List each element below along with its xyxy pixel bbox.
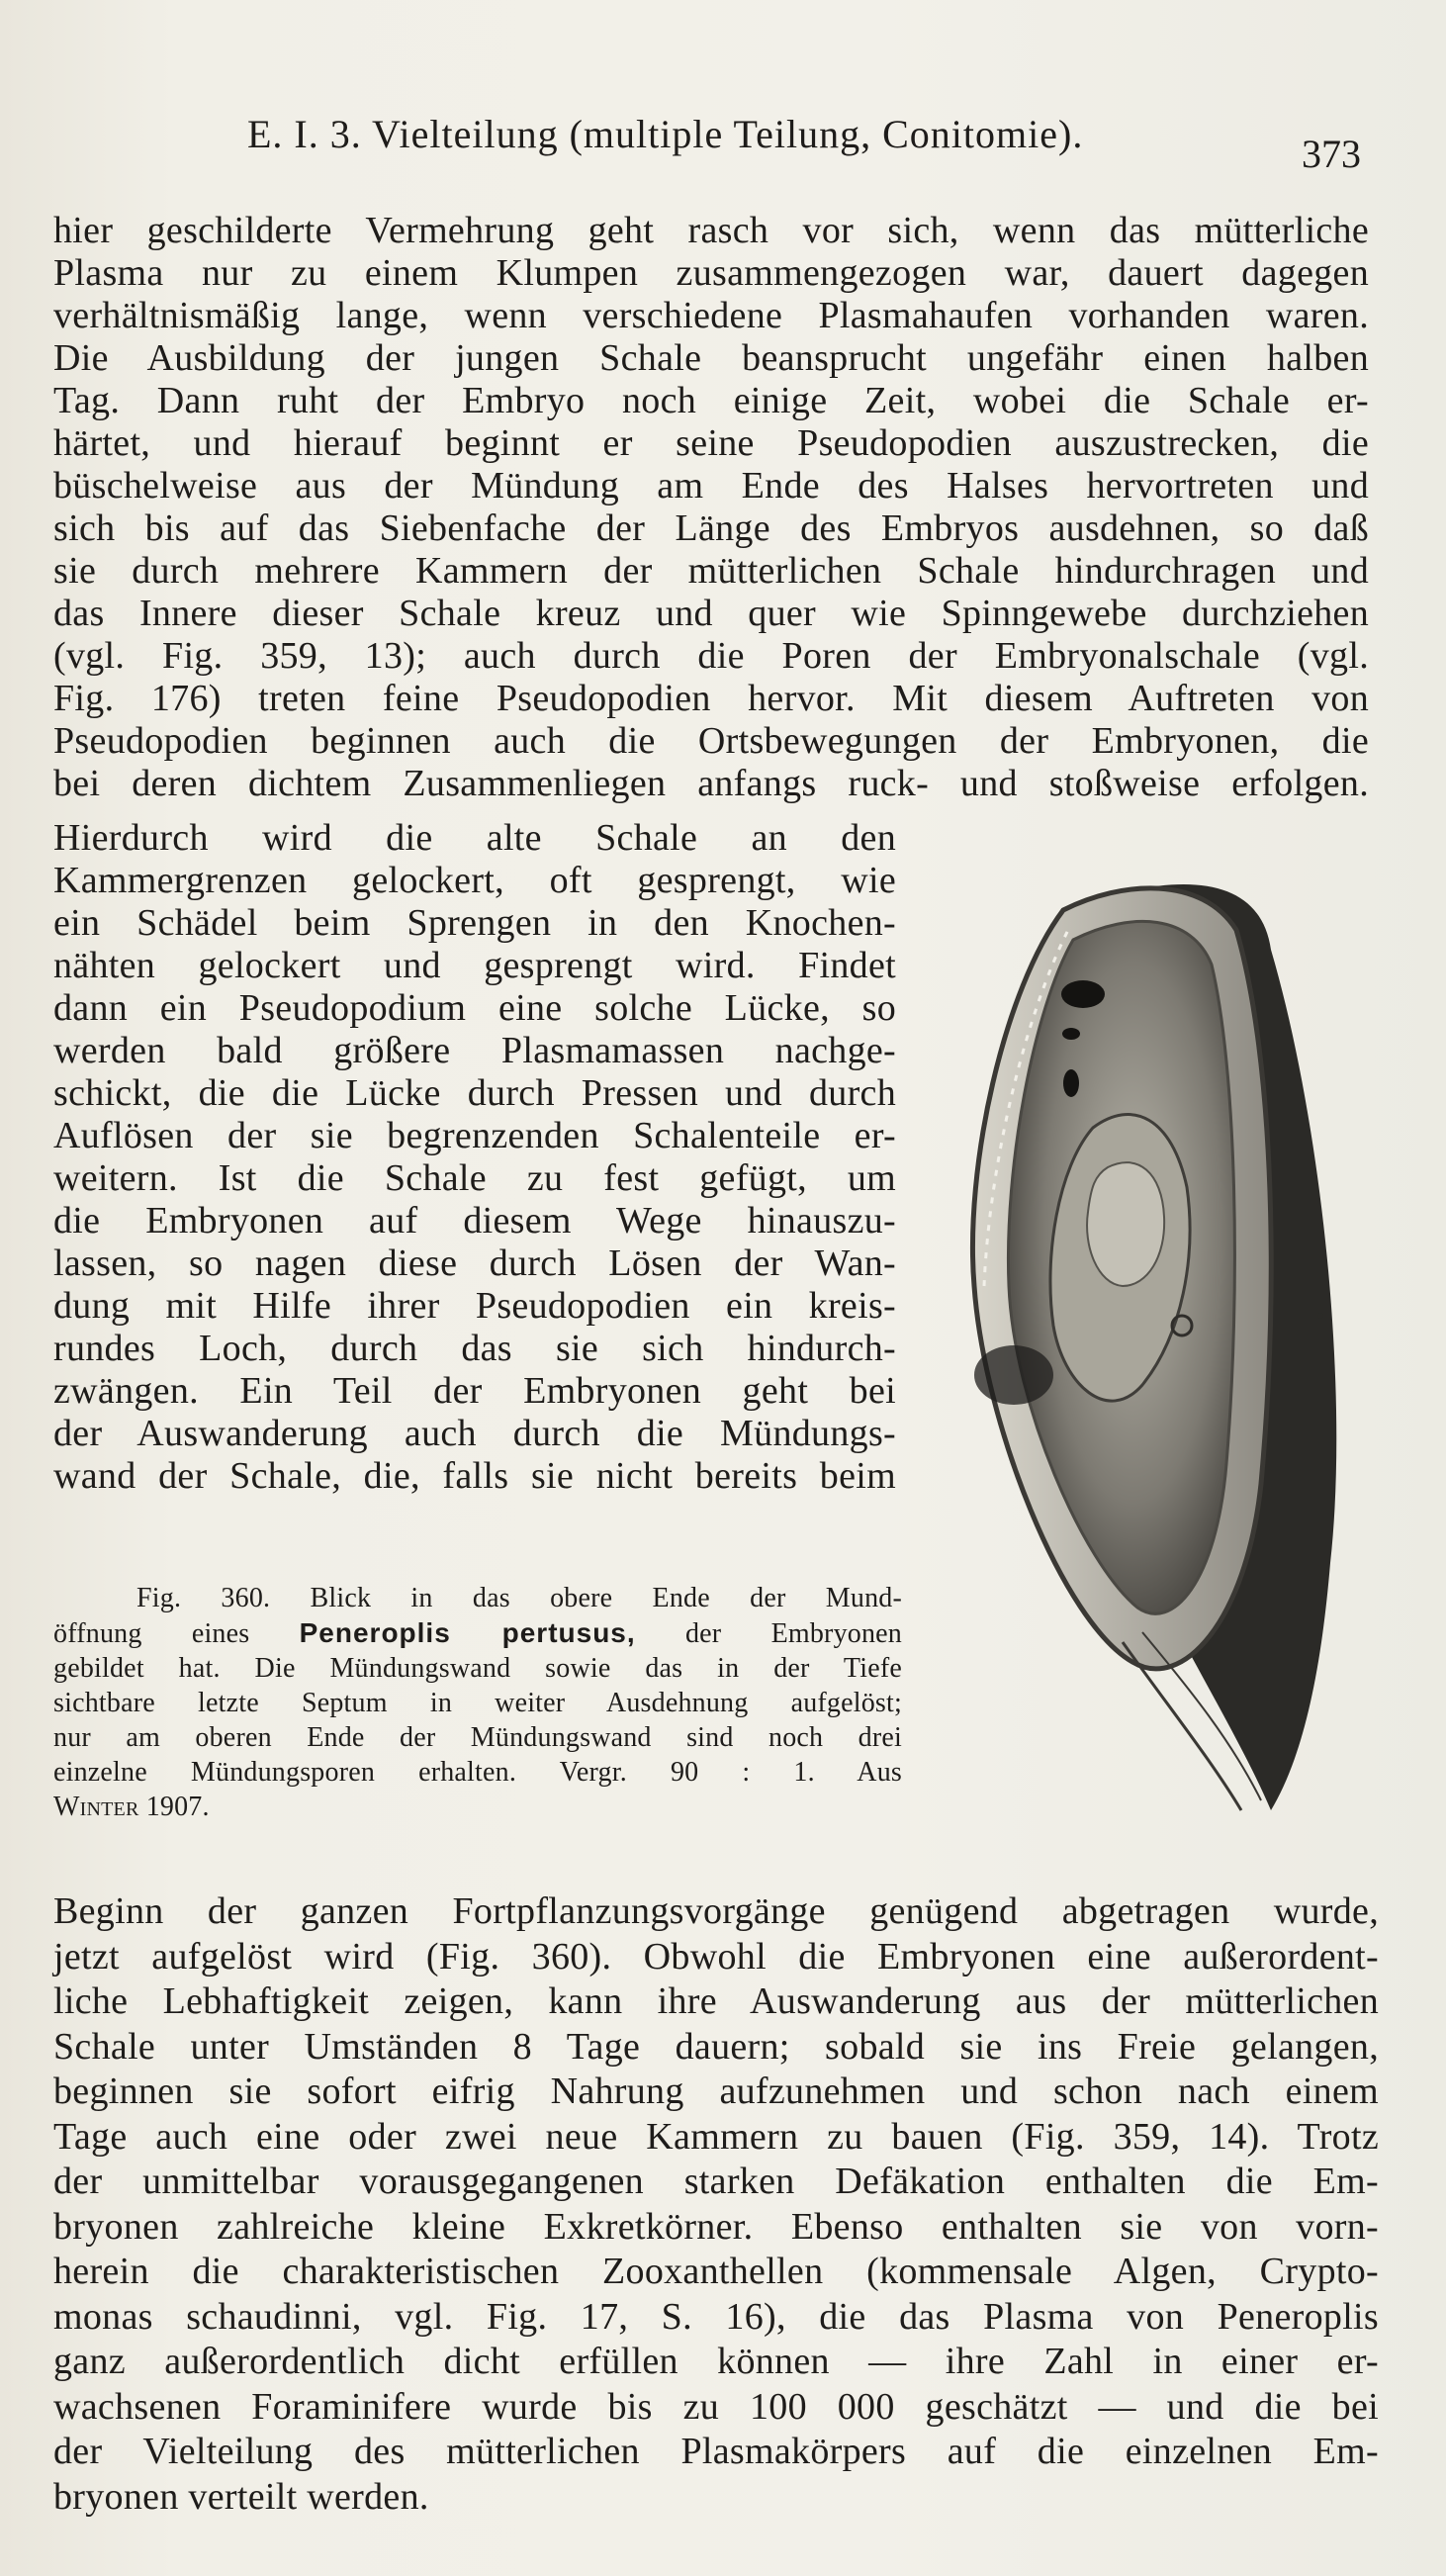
text-line: Kammergrenzen gelockert, oft gesprengt, wie (53, 860, 896, 901)
text-line: der unmittelbar vorausgegangenen starken Defäkation enthalten die Em- (53, 2161, 1379, 2202)
text-line: bei deren dichtem Zusammenliegen anfangs ruck- und stoßweise erfolgen. (53, 763, 1369, 804)
text-line: verhältnismäßig lange, wenn verschiedene Plasmahaufen vorhanden waren. (53, 295, 1369, 336)
speck (1317, 1313, 1323, 1319)
foraminifera-shell-drawing (945, 871, 1370, 1820)
text-line: die Embryonen auf diesem Wege hinauszu- (53, 1200, 896, 1242)
dark-embryo-mass (974, 1345, 1053, 1405)
aperture-pore (1063, 1069, 1079, 1097)
caption-line: sichtbare letzte Septum in weiter Ausdehnung aufgelöst; (53, 1688, 902, 1718)
text-line: Pseudopodien beginnen auch die Ortsbewegungen der Embryonen, die (53, 720, 1369, 762)
text-line: bryonen verteilt werden. (53, 2475, 429, 2518)
figure-caption (53, 1581, 902, 1824)
caption-line: Fig. 360. Blick in das obere Ende der Mund- (136, 1583, 902, 1613)
text-line: Fig. 176) treten feine Pseudopodien hervor. Mit diesem Auftreten von (53, 678, 1369, 719)
text-line: das Innere dieser Schale kreuz und quer wie Spinngewebe durchziehen (53, 593, 1369, 634)
text-line: der Auswanderung auch durch die Mündungs- (53, 1413, 896, 1454)
text-line: zwängen. Ein Teil der Embryonen geht bei (53, 1370, 896, 1412)
species-name: Peneroplis pertusus, (299, 1617, 636, 1648)
text-line: Auflösen der sie begrenzenden Schalenteile er- (53, 1115, 896, 1156)
text-line: rundes Loch, durch das sie sich hindurch- (53, 1328, 896, 1369)
text-line: herein die charakteristischen Zooxanthellen (kommensale Algen, Crypto- (53, 2251, 1379, 2292)
paragraph-bottom (53, 1889, 1379, 2520)
aperture-area (1087, 1162, 1164, 1286)
text-line: härtet, und hierauf beginnt er seine Pseudopodien auszustrecken, die (53, 422, 1369, 464)
caption-text: öffnung eines (53, 1618, 300, 1649)
text-line: (vgl. Fig. 359, 13); auch durch die Poren der Embryonalschale (vgl. (53, 635, 1369, 677)
text-line: wachsenen Foraminifere wurde bis zu 100 000 geschätzt — und die bei (53, 2385, 1379, 2428)
running-head: E. I. 3. Vielteilung (multiple Teilung, Conitomie). (247, 112, 1084, 156)
text-line: schickt, die die Lücke durch Pressen und durch (53, 1072, 896, 1114)
text-line: Tage auch eine oder zwei neue Kammern zu bauen (Fig. 359, 14). Trotz (53, 2115, 1379, 2158)
text-line: Die Ausbildung der jungen Schale beansprucht ungefähr einen halben (53, 337, 1369, 379)
paragraph-beside-figure (53, 817, 896, 1498)
aperture-pore (1061, 980, 1105, 1008)
text-line: werden bald größere Plasmamassen nachge- (53, 1030, 896, 1071)
text-line: monas schaudinni, vgl. Fig. 17, S. 16), die das Plasma von Peneroplis (53, 2295, 1379, 2338)
caption-line: gebildet hat. Die Mündungswand sowie das in der Tiefe (53, 1653, 902, 1684)
text-line: weitern. Ist die Schale zu fest gefügt, um (53, 1157, 896, 1199)
text-line: ganz außerordentlich dicht erfüllen können — ihre Zahl in einer er- (53, 2341, 1379, 2382)
text-line: Plasma nur zu einem Klumpen zusammengezogen war, dauert dagegen (53, 252, 1369, 294)
text-line: jetzt aufgelöst wird (Fig. 360). Obwohl die Embryonen eine außerordent- (53, 1935, 1379, 1978)
figure-360-illustration (945, 871, 1370, 1820)
text-line: bryonen zahlreiche kleine Exkretkörner. Ebenso enthalten sie von vorn- (53, 2205, 1379, 2248)
text-line: Beginn der ganzen Fortpflanzungsvorgänge genügend abgetragen wurde, (53, 1890, 1379, 1932)
text-line: büschelweise aus der Mündung am Ende des Halses hervortreten und (53, 465, 1369, 506)
text-line: sie durch mehrere Kammern der mütterlichen Schale hindurchragen und (53, 550, 1369, 592)
caption-line: Winter 1907. (53, 1792, 210, 1822)
paragraph-top (53, 210, 1369, 805)
text-line: wand der Schale, die, falls sie nicht bereits beim (53, 1455, 896, 1497)
text-line: der Vielteilung des mütterlichen Plasmakörpers auf die einzelnen Em- (53, 2431, 1379, 2472)
caption-line: einzelne Mündungsporen erhalten. Vergr. 90 : 1. Aus (53, 1757, 902, 1788)
text-line: Tag. Dann ruht der Embryo noch einige Zeit, wobei die Schale er- (53, 380, 1369, 421)
page-number: 373 (1302, 132, 1361, 176)
text-line: liche Lebhaftigkeit zeigen, kann ihre Auswanderung aus der mütterlichen (53, 1980, 1379, 2022)
text-line: sich bis auf das Siebenfache der Länge des Embryos ausdehnen, so daß (53, 507, 1369, 549)
caption-line: nur am oberen Ende der Mündungswand sind noch drei (53, 1722, 902, 1753)
text-line: dann ein Pseudopodium eine solche Lücke, so (53, 987, 896, 1029)
caption-line (53, 1615, 902, 1651)
text-line: ein Schädel beim Sprengen in den Knochen- (53, 902, 896, 944)
text-line: hier geschilderte Vermehrung geht rasch vor sich, wenn das mütterliche (53, 210, 1369, 251)
text-line: dung mit Hilfe ihrer Pseudopodien ein kreis- (53, 1285, 896, 1327)
text-line: beginnen sie sofort eifrig Nahrung aufzunehmen und schon nach einem (53, 2070, 1379, 2112)
text-line: Schale unter Umständen 8 Tage dauern; sobald sie ins Freie gelangen, (53, 2025, 1379, 2068)
text-line: nähten gelockert und gesprengt wird. Findet (53, 945, 896, 986)
text-line: lassen, so nagen diese durch Lösen der Wan- (53, 1242, 896, 1284)
text-line: Hierdurch wird die alte Schale an den (53, 817, 896, 859)
aperture-pore (1062, 1028, 1080, 1040)
caption-text: der Embryonen (635, 1618, 903, 1649)
